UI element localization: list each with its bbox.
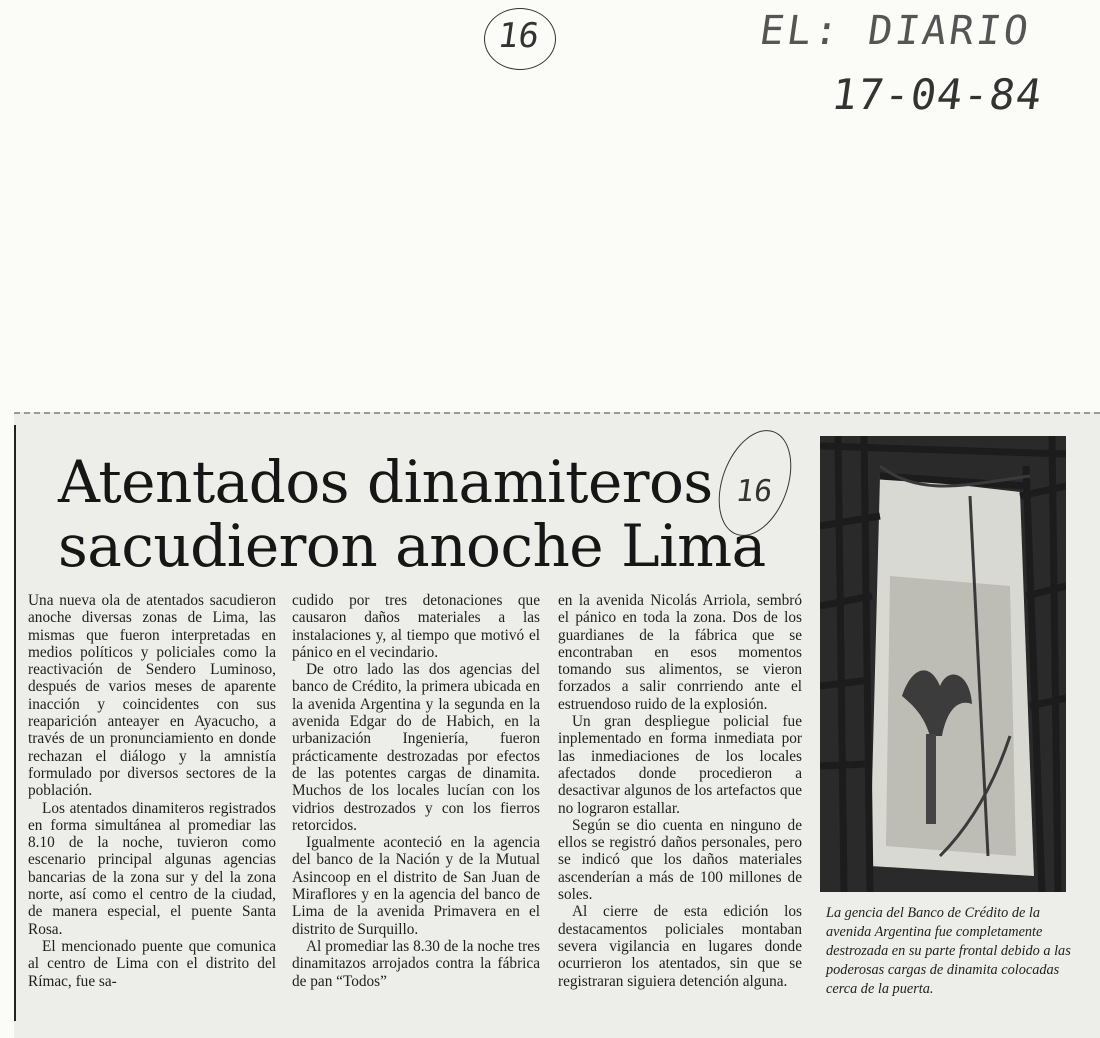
- headline-line-2: sacudieron anoche Lima: [58, 512, 766, 580]
- column-rule: [14, 425, 16, 1021]
- column-1-paragraph: Una nueva ola de atentados sacudieron anoche diversas zonas de Lima, las mismas que fueron interpretadas en medios políticos y policiales como la reactivación de Sendero Luminoso, después de varios meses de aparente inacción y coincidentes con sus reaparición anteayer en Ayacucho, a través de un pronunciamiento en donde rechazan el diálogo y la amnistía formulado por diversos sectores de la población.: [28, 592, 276, 800]
- column-2-paragraph: De otro lado las dos agencias del banco de Crédito, la primera ubicada en la avenida Argentina y la segunda en la avenida Edgar do de Habich, en la urbanización Ingeniería, fueron prácticamente destrozadas por efectos de las potentes cargas de dinamita. Muchos de los locales lucían con los vidrios destrozados y con los fierros retorcidos.: [292, 661, 540, 834]
- handwritten-number-headline: 16: [733, 474, 775, 509]
- handwritten-date: 17-04-84: [828, 70, 1046, 119]
- column-2-paragraph: cudido por tres detonaciones que causaron daños materiales a las instalaciones y, al tiempo que motivó el pánico en el vecindario.: [292, 592, 540, 661]
- article-column-3: [558, 592, 802, 990]
- column-3-paragraph: en la avenida Nicolás Arriola, sembró el pánico en toda la zona. Dos de los guardianes de la fábrica que se encontraban en esos momentos tomando sus alimentos, se vieron forzados a salir conrriendo ante el estruendoso ruido de la explosión.: [558, 592, 802, 713]
- photo-caption: La gencia del Banco de Crédito de la avenida Argentina fue completamente destrozada en su parte frontal debido a las poderosas cargas de dinamita colocadas cerca de la puerta.: [826, 905, 1071, 997]
- column-1-paragraph: El mencionado puente que comunica al centro de Lima con el distrito del Rímac, fue sa-: [28, 937, 276, 990]
- column-2-paragraph: Al promediar las 8.30 de la noche tres dinamitazos arrojados contra la fábrica de pan “Todos”: [292, 937, 540, 990]
- bank-damage-photo: [820, 436, 1066, 892]
- article-column-2: [292, 592, 540, 990]
- headline-line-1: Atentados dinamiteros: [58, 448, 713, 516]
- column-1-paragraph: Los atentados dinamiteros registrados en forma simultánea al promediar las 8.10 de la noche, tuvieron como escenario principal algunas agencias bancarias de la zona sur y del la zona norte, así como el centro de la ciudad, de manera especial, el puente Santa Rosa.: [28, 799, 276, 938]
- handwritten-number-top: 16: [495, 16, 542, 56]
- article-column-1: [28, 592, 276, 990]
- handwritten-source: EL: DIARIO: [756, 8, 1035, 54]
- column-3-paragraph: Al cierre de esta edición los destacamentos policiales montaban severa vigilancia en lugares donde ocurrieron los atentados, sin que se registraran siguiera detención alguna.: [558, 903, 802, 990]
- column-2-paragraph: Igualmente aconteció en la agencia del banco de la Nación y de la Mutual Asincoop en el distrito de San Juan de Miraflores y en la agencia del banco de Lima de la avenida Primavera en el distrito de Surquillo.: [292, 834, 540, 938]
- column-3-paragraph: Un gran despliegue policial fue inplementado en forma inmediata por las inmediaciones de los locales afectados donde procedieron a desactivar algunos de los artefactos que no lograron estallar.: [558, 713, 802, 817]
- column-3-paragraph: Según se dio cuenta en ninguno de ellos se registró daños personales, pero se indicó que los daños materiales ascenderían a más de 100 millones de soles.: [558, 816, 802, 904]
